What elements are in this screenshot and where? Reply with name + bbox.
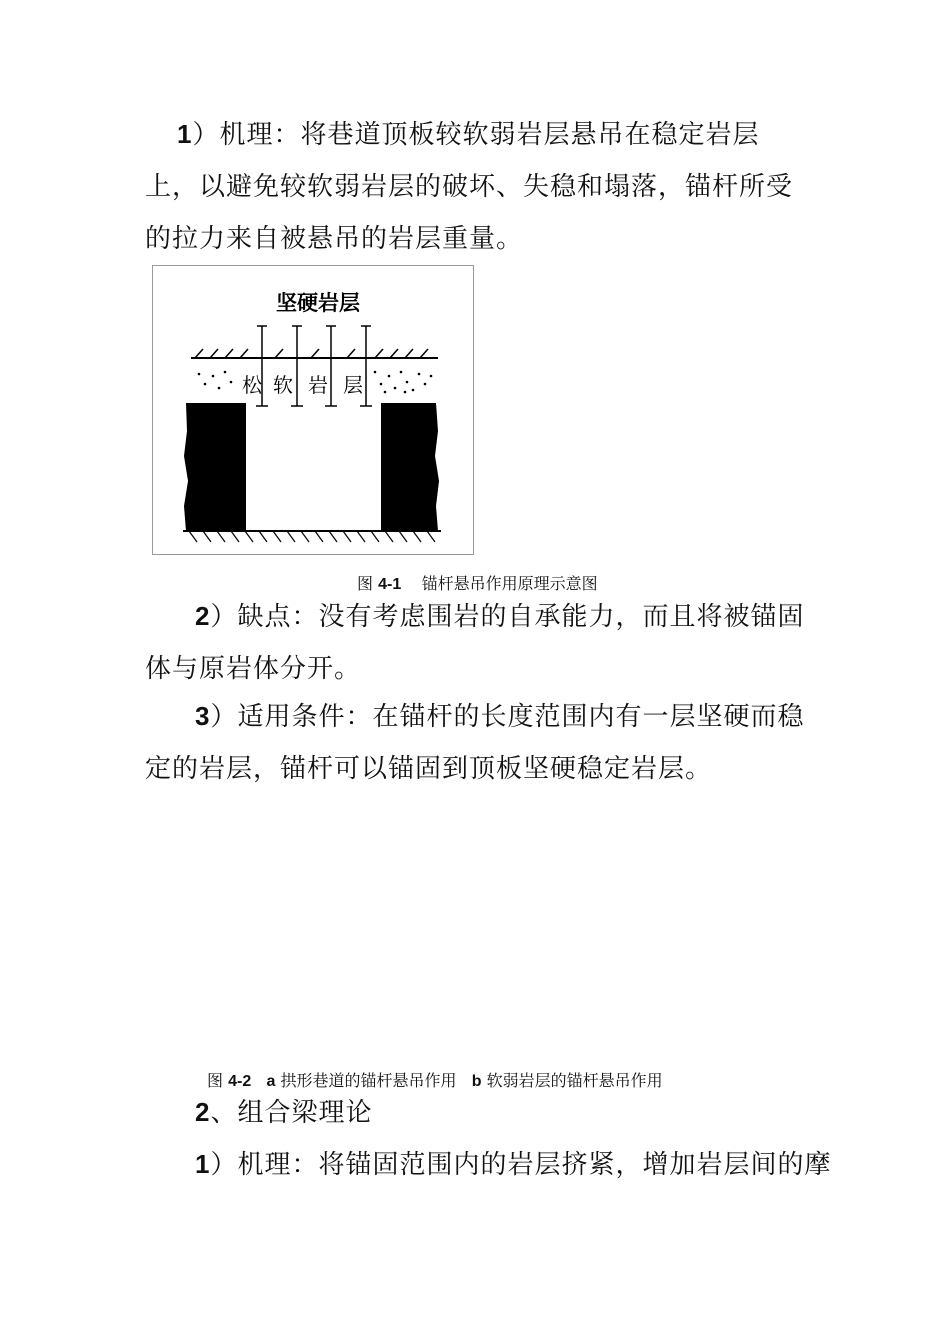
paragraph-conditions [145,690,810,795]
floor-hatching [189,531,435,542]
caption-b-letter: b [471,1073,482,1090]
figure-suspension-diagram [152,265,474,555]
section-title: 、组合梁理论 [210,1098,373,1128]
left-wall [184,403,246,531]
caption-b-text: 软弱岩层的锚杆悬吊作用 [481,1071,663,1090]
paragraph-disadvantage [145,590,810,695]
item-number: 1 [195,1149,211,1179]
paragraph-text: ）适用条件：在锚杆的长度范围内有一层坚硬而稳定的岩层，锚杆可以锚固到顶板坚硬稳定岩层。 [145,702,805,784]
item-number: 3 [195,701,211,731]
paragraph-text: ）缺点：没有考虑围岩的自承能力，而且将被锚固体与原岩体分开。 [145,602,805,684]
caption-text: 锚杆悬吊作用原理示意图 [421,574,598,593]
soft-layer-char-1: 松 [242,373,262,397]
caption-number: 4-1 [378,576,402,593]
paragraph-mechanism [145,108,810,265]
paragraph-text: ）机理：将巷道顶板较软弱岩层悬吊在稳定岩层上，以避免较软弱岩层的破坏、失稳和塌落，锚杆所受的拉力来自被悬吊的岩层重量。 [145,120,794,254]
caption-a-text: 拱形巷道的锚杆悬吊作用 [275,1071,457,1090]
hard-rock-label: 坚硬岩层 [276,291,360,315]
caption-prefix: 图 [207,1071,229,1090]
soft-layer-char-2: 软 [273,373,293,397]
suspension-diagram-svg [153,266,473,554]
soft-layer-char-4: 层 [343,373,363,397]
right-wall [381,403,439,531]
soft-layer-char-3: 岩 [308,373,328,397]
paragraph-text: ）机理：将锚固范围内的岩层挤紧，增加岩层间的摩 [210,1150,832,1180]
caption-number: 4-2 [228,1073,252,1090]
item-number: 2 [195,601,211,631]
paragraph-beam-mechanism [145,1138,832,1191]
section-number: 2 [195,1097,211,1127]
roof-hatching [195,349,428,358]
caption-a-letter: a [266,1073,276,1090]
item-number: 1 [177,119,193,149]
section-heading-composite-beam [145,1086,810,1139]
caption-prefix: 图 [357,574,379,593]
